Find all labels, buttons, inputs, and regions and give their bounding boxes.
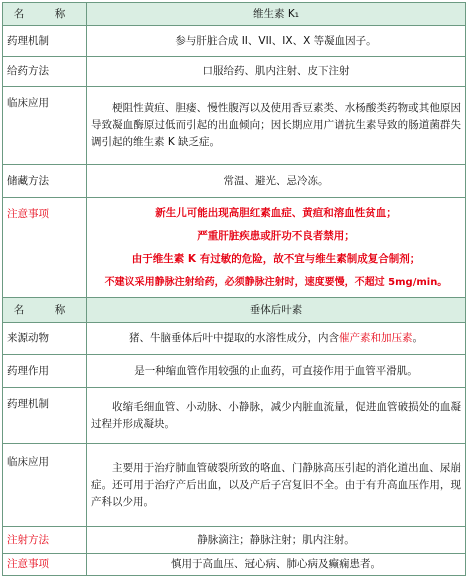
- caution-line: 由于维生素 K 有过敏的危险，故不宜与维生素制成复合制剂；: [131, 252, 421, 265]
- caution-key: 注意事项: [3, 198, 87, 298]
- row-mechanism: [3, 26, 466, 57]
- caution-line: 严重肝脏疾患或肝功不良者禁用；: [197, 229, 355, 242]
- row-value: 参与肝脏合成 II、VII、IX、X 等凝血因子。: [87, 26, 466, 57]
- row-pharmacology: [3, 355, 466, 388]
- row-value: 静脉滴注；静脉注射；肌内注射。: [87, 527, 466, 554]
- row-key: 临床应用: [3, 87, 87, 165]
- row-value: 常温、避光、忌冷冻。: [87, 165, 466, 198]
- caution-line: 不建议采用静脉注射给药，必须静脉注射时，速度要慢，不超过 5mg/min。: [104, 276, 448, 288]
- drug-name-pituitrin: 垂体后叶素: [87, 298, 466, 323]
- caution-value: [87, 198, 466, 298]
- row-caution-2: [3, 554, 466, 576]
- row-key: 来源动物: [3, 323, 87, 355]
- row-mechanism-2: [3, 388, 466, 444]
- row-key: 药理机制: [3, 388, 87, 444]
- row-value: 主要用于治疗肺血管破裂所致的咯血、门静脉高压引起的消化道出血、尿崩症。还可用于治疗产后出血，以及产后子宫复旧不全。由于有升高血压作用，现产科以少用。: [87, 444, 466, 527]
- row-key: 药理机制: [3, 26, 87, 57]
- header-name-label: 名 称: [3, 3, 87, 26]
- header-row-pituitrin: [3, 298, 466, 323]
- row-value: [87, 323, 466, 355]
- source-text-end: 。: [412, 332, 423, 344]
- row-key: 储藏方法: [3, 165, 87, 198]
- caution-key: 注意事项: [3, 554, 87, 576]
- row-value: 口服给药、肌内注射、皮下注射: [87, 57, 466, 87]
- drug-info-page: [2, 2, 466, 575]
- row-key: 临床应用: [3, 444, 87, 527]
- row-value: 收缩毛细血管、小动脉、小静脉，减少内脏血流量，促进血管破损处的血凝过程并形成凝块。: [87, 388, 466, 444]
- row-value: 是一种缩血管作用较强的止血药，可直接作用于血管平滑肌。: [87, 355, 466, 388]
- row-injection: [3, 527, 466, 554]
- row-caution: [3, 198, 466, 298]
- drug-info-table: [2, 2, 466, 576]
- row-clinical-use: [3, 87, 466, 165]
- row-key: 药理作用: [3, 355, 87, 388]
- row-source: [3, 323, 466, 355]
- row-administration: [3, 57, 466, 87]
- caution-line: 新生儿可能出现高胆红素血症、黄疸和溶血性贫血；: [155, 206, 397, 219]
- row-value: 慎用于高血压、冠心病、肺心病及癫痫患者。: [87, 554, 466, 576]
- drug-name-vitamin-k1: 维生素 K₁: [87, 3, 466, 26]
- row-clinical-use-2: [3, 444, 466, 527]
- source-text: 猪、牛脑垂体后叶中提取的水溶性成分，内含: [129, 332, 339, 344]
- header-name-label: 名 称: [3, 298, 87, 323]
- row-storage: [3, 165, 466, 198]
- injection-key: 注射方法: [3, 527, 87, 554]
- source-highlight: 催产素和加压素: [339, 332, 413, 344]
- row-value: 梗阻性黄疸、胆瘘、慢性腹泻以及使用香豆素类、水杨酸类药物或其他原因导致凝血酶原过低而引起的出血倾向；因长期应用广谱抗生素导致的肠道菌群失调引起的维生素 K 缺乏症。: [87, 87, 466, 165]
- row-key: 给药方法: [3, 57, 87, 87]
- header-row-vitamin-k1: [3, 3, 466, 26]
